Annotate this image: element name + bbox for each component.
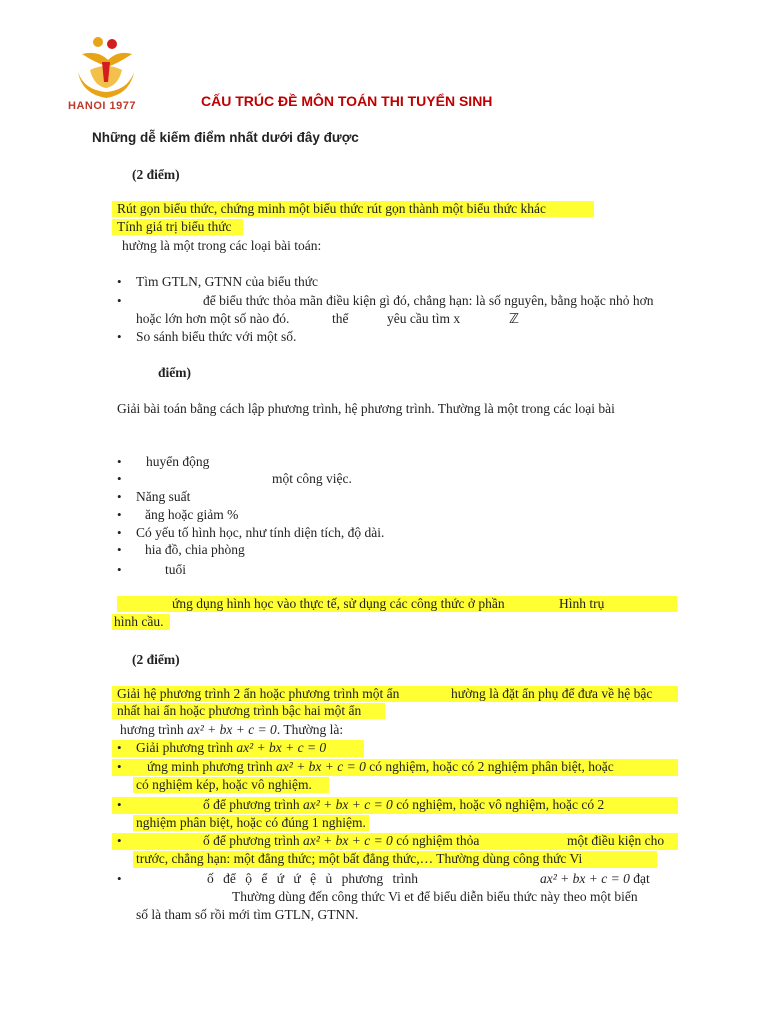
hanoi-logo [68,32,146,118]
list-item-cont: yêu cầu tìm x [387,311,461,326]
section1-line3: hường là một trong các loại bài toán: [122,238,322,253]
list-item: huyển động [146,454,210,469]
list-item: So sánh biểu thức với một số. [136,329,297,344]
list-item: Có yếu tố hình học, như tính diện tích, độ dài. [136,525,385,540]
bullet-icon: • [117,542,122,557]
bullet-icon: • [117,471,122,486]
list-item: ứng minh phương trình ax² + bx + c = 0 có nghiệm, hoặc có 2 nghiệm phân biệt, hoặc [147,759,614,774]
list-item: tuổi [165,562,187,577]
bullet-icon: • [117,489,122,504]
integer-set-symbol: ℤ [509,311,520,326]
intro-text: Những dễ kiếm điểm nhất dưới đây được [92,130,359,145]
bullet-icon: • [117,833,122,848]
list-item: ăng hoặc giảm % [145,507,239,522]
bullet-icon: • [117,562,122,577]
section2-tail1-b: Hình trụ [559,596,605,611]
list-item: một công việc. [272,471,352,486]
list-item: Giải phương trình ax² + bx + c = 0 [136,740,327,755]
bullet-icon: • [117,507,122,522]
list-item: hia đồ, chia phòng [145,542,245,557]
section2-tail1: ứng dụng hình học vào thực tế, sử dụng các công thức ở phần [172,596,505,611]
section1-line2: Tính giá trị biểu thức [117,219,232,234]
bullet-icon: • [117,293,122,308]
list-item-cont: một điều kiện cho [567,833,665,848]
section2-points: điểm) [158,365,191,380]
list-item: ố để ộ ể ứ ứ ệ ủ phương trình [207,871,418,886]
section2-line1: Giải bài toán bằng cách lập phương trình, hệ phương trình. Thường là một trong các loại bài [117,401,615,416]
bullet-icon: • [117,740,122,755]
list-item: Tìm GTLN, GTNN của biểu thức [136,274,319,289]
bullet-icon: • [117,871,122,886]
list-item-cont: nghiệm phân biệt, hoặc có đúng 1 nghiệm. [136,815,366,830]
section2-tail2: hình cầu. [114,614,164,629]
section3-line1-b: hường là đặt ẩn phụ để đưa về hệ bậc [451,686,653,701]
section1-points: (2 điểm) [132,167,180,182]
bullet-icon: • [117,454,122,469]
list-item: ố để phương trình ax² + bx + c = 0 có nghiệm, hoặc vô nghiệm, hoặc có 2 [203,797,605,812]
list-item-cont: thể [332,311,349,326]
list-item-cont: số là tham số rồi mới tìm GTLN, GTNN. [136,907,359,922]
list-item-eq: ax² + bx + c = 0 đạt [540,871,650,886]
section3-points: (2 điểm) [132,652,180,667]
bullet-icon: • [117,797,122,812]
section3-line3: hương trình ax² + bx + c = 0. Thường là: [120,722,344,737]
bullet-icon: • [117,274,122,289]
list-item: để biểu thức thỏa mãn điều kiện gì đó, chẳng hạn: là số nguyên, bằng hoặc nhỏ hơn [203,293,654,308]
list-item: ố để phương trình ax² + bx + c = 0 có nghiệm thỏa [203,833,480,848]
list-item-cont: có nghiệm kép, hoặc vô nghiệm. [136,777,312,792]
list-item-cont: hoặc lớn hơn một số nào đó. [136,311,290,326]
section3-line2: nhất hai ẩn hoặc phương trình bậc hai một ẩn [117,703,362,718]
page-title: CẤU TRÚC ĐỀ MÔN TOÁN THI TUYỂN SINH [201,93,493,109]
bullet-icon: • [117,525,122,540]
list-item-cont: Thường dùng đến công thức Vi et để biểu diễn biểu thức này theo một biến [232,889,638,904]
list-item: Năng suất [136,489,191,504]
bullet-icon: • [117,329,122,344]
logo-text: HANOI 1977 [68,100,136,112]
section3-line1: Giải hệ phương trình 2 ẩn hoặc phương trình một ẩn [117,686,400,701]
bullet-icon: • [117,759,122,774]
section1-line1: Rút gọn biểu thức, chứng minh một biểu thức rút gọn thành một biểu thức khác [117,201,546,216]
list-item-cont: trước, chẳng hạn: một đẳng thức; một bất đẳng thức,… Thường dùng công thức Vi [136,851,583,866]
